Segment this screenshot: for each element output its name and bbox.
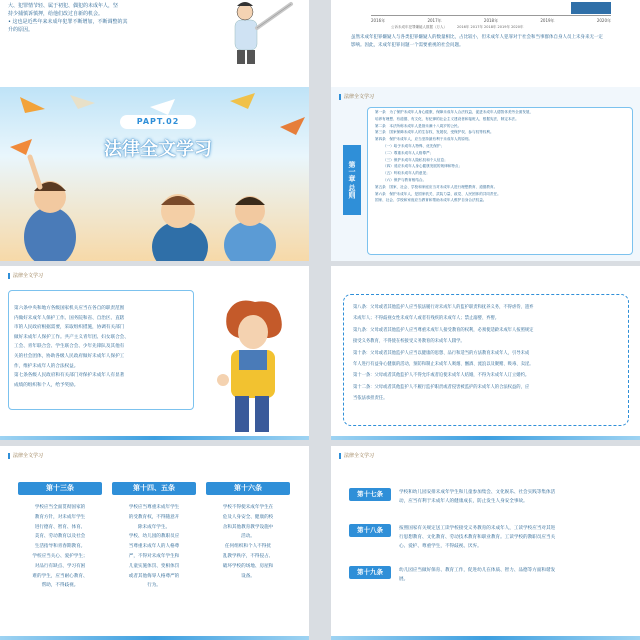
column-line: 生活指导和青春期教育。: [34, 544, 86, 550]
slide-articles-6-7: [0, 266, 309, 440]
slide-footer-bar: [331, 436, 640, 440]
slide-section-title: [0, 87, 309, 261]
boy-with-bat-illustration: [195, 0, 295, 70]
chapter-line: （二）尊重未成年人人格尊严；: [383, 150, 434, 155]
article-line: 第七条各级人民政府和有关部门对保护未成年人有显著: [14, 373, 125, 379]
article-line: 工会、青年联合会、学生联合会、少年先锋队及其他有: [14, 344, 125, 350]
header-accent: [339, 453, 341, 459]
column-line: 任何组织和个人不得扰: [225, 544, 271, 550]
slide1-line: 升的原因。: [8, 27, 34, 33]
article-text: [399, 524, 555, 551]
x-label: 2020年: [596, 18, 611, 23]
article-tag: 第十八条: [349, 524, 391, 537]
column-line: 舍和其他教育教学设施中: [222, 524, 274, 530]
column-line: 美育、劳动教育以及社会: [34, 534, 86, 540]
article-line: 第八条：父母或者其他监护人应当依法履行对未成年人的监护职责和抚养义务，不得虐待、遗弃: [353, 305, 534, 310]
column-line: 除未成年学生。: [137, 524, 171, 530]
article-tag: 第十四、五条: [112, 482, 196, 495]
x-label: 2018年: [483, 18, 499, 23]
header-text: 法律全文学习: [13, 453, 44, 459]
slide1-line: • 这也是近些年来未成年犯罪不断增加，不断调整的其: [8, 19, 128, 25]
article-line: 幼儿园应当做好保育、教育工作，促进幼儿在体质、智力、品德等方面和谐发: [399, 568, 556, 573]
chart-legend: [391, 25, 524, 30]
column-line: 帮助，不得歧视。: [41, 583, 79, 589]
article-tag: 第十六条: [206, 482, 290, 495]
article-line: 接受义务教育，不得使在校接受义务教育的未成年人辍学。: [353, 339, 465, 345]
article-row: [349, 524, 629, 551]
slide-chapter-one: [331, 87, 640, 261]
article-column: [18, 482, 102, 591]
article-tag: 第十九条: [349, 566, 391, 579]
article-text: [399, 566, 555, 584]
x-label: 2016年: [371, 18, 386, 23]
caption-line: 虽然未成年犯罪嫌疑人与各类犯罪嫌疑人的数量相比，占比较小，但未成年人犯罪对于社会和当事群体自身人员上未身来无一定: [351, 35, 603, 40]
article-line: 心、爱护、尊重学生，不得歧视、厌弃。: [399, 544, 482, 549]
chapter-line: 第二条 本法所称未成年人是指未满十八周岁的公民。: [375, 123, 462, 128]
chapter-line: （五）听取未成年人的意见；: [383, 171, 430, 176]
slide-header: [339, 93, 374, 100]
article-line: 学校和幼儿园安排未成年学生和儿童参加集会、文化娱乐、社会实践等集体活: [399, 490, 556, 495]
article-line: 展。: [399, 577, 409, 582]
article-row: [349, 566, 629, 584]
article-tag: 第十七条: [349, 488, 391, 501]
column-line: 活动。: [241, 534, 255, 540]
chart-caption: [351, 34, 621, 50]
article-column: [206, 482, 290, 581]
article-line: 当依法承担责任。: [353, 396, 388, 402]
kids-flying-planes-illustration: [0, 87, 309, 261]
x-label: 2017年: [427, 18, 442, 23]
article-line: 作，维护未成年人的合法权益。: [14, 363, 79, 369]
column-line: 当尊重未成年人的人格尊: [128, 544, 180, 550]
column-line: 学校应当关心、爱护学生；: [32, 553, 88, 559]
column-line: 难的学生，应当耐心教育、: [32, 573, 88, 579]
article-line: 第十条：父母或者其他监护人应当以健康的思想、品行和适当的方法教育未成年人，引导未成: [353, 350, 530, 356]
header-text: 法律全文学习: [344, 453, 375, 459]
column-line: 严，不得对未成年学生和: [128, 553, 180, 559]
header-accent: [8, 453, 10, 459]
column-line: 对品行有缺点、学习有困: [34, 563, 86, 569]
article-line: 市的人民政府根据需要，采取组织措施，协调有关部门: [14, 325, 125, 331]
slide-footer-bar: [331, 636, 640, 640]
article-line: 按照国家有关规定送工读学校接受义务教育的未成年人，工读学校应当对其进: [399, 526, 556, 531]
article-line: 第十一条：父母或者其他监护人不得允许或者迫使未成年人结婚，不得为未成年人订立婚约。: [353, 373, 530, 379]
slide-header: [8, 272, 43, 279]
chapter-body: [375, 109, 629, 204]
chapter-line: （四）适应未成年人身心健康发展的规律和特点；: [383, 164, 463, 169]
slide-articles-17-19: [331, 446, 640, 640]
chapter-line: （三）保护未成年人隐私权和个人信息；: [383, 157, 448, 162]
column-line: 乱教学秩序，不得侵占、: [222, 553, 274, 559]
legend-item: 公诉未成年犯罪嫌疑人数据（万人）: [391, 25, 447, 29]
article-line: 第六条中央和地方各级国家机关应当在各自的职责范围: [14, 306, 125, 311]
chapter-line: （一）给予未成年人特殊、优先保护；: [383, 143, 445, 148]
x-label: 2019年: [540, 18, 555, 23]
slide-articles-13-16: [0, 446, 309, 640]
article-line: 做好未成年人保护工作。共产主义青年团、妇女联合会、: [14, 334, 129, 340]
column-line: 学校不得使未成年学生在: [222, 505, 274, 510]
chapter-line: 国家、社会、学校和家庭应当教育和帮助未成年人维护自身合法权益。: [375, 198, 487, 203]
chapter-line: 第三条 国家保障未成年人的生存权、发展权、受保护权、参与权等权利。: [375, 130, 494, 135]
column-line: 的受教育权，不得随意开: [128, 514, 180, 520]
slide-header: [339, 452, 374, 459]
column-line: 设备。: [241, 573, 255, 579]
article-line: 成绩的组织和个人，给予奖励。: [14, 382, 79, 388]
chapter-line: 第一条 为了保护未成年人身心健康，保障未成年人合法权益，促进未成年人德智体美劳全面发展，: [375, 110, 534, 114]
slide1-line: 大、犯罪情节轻、属于初犯、偶犯的未成年人，坚: [8, 3, 119, 9]
chapter-line: 第四条 保护未成年人，应当坚持最有利于未成年人的原则。: [375, 137, 473, 142]
slide1-line: 持少捕慎诉慎押，给他们改过自新的机会。: [8, 11, 104, 17]
articles-body: [14, 304, 194, 390]
article-line: 关的社会团体，协助各级人民政府做好未成年人保护工: [14, 353, 125, 359]
column-line: 儿童实施体罚、变相体罚: [128, 563, 180, 569]
article-column: [112, 482, 196, 591]
article-line: 行思想教育、文化教育、劳动技术教育和职业教育。工读学校的教职员应当关: [399, 535, 556, 540]
slide-footer-bar: [0, 636, 309, 640]
header-text: 法律全文学习: [13, 273, 44, 279]
chart-bar: [571, 2, 611, 14]
caption-line: 影响。因此，未成年犯罪问题一个需要重视的社会问题。: [351, 43, 464, 48]
article-text: [18, 503, 102, 591]
article-line: 第九条：父母或者其他监护人应当尊重未成年人接受教育的权利，必须使适龄未成年人按照规定: [353, 327, 534, 333]
article-line: 年人进行有益身心健康的活动，预防和制止未成年人吸烟、酗酒、流浪以及聚赌、吸毒、卖淫。: [353, 362, 534, 368]
column-line: 破坏学校的场地、房屋和: [222, 563, 274, 569]
article-row: [349, 488, 629, 506]
column-line: 教育方针，对未成年学生: [34, 514, 86, 520]
slide1-text: [8, 2, 188, 34]
article-line: 第十二条：父母或者其他监护人不履行监护职责或者侵害被监护的未成年人的合法权益的，应: [353, 384, 530, 390]
slide-footer-bar: [0, 436, 309, 440]
column-line: 学校应当尊重未成年学生: [128, 505, 180, 510]
column-line: 学校应当全面贯彻国家的: [34, 505, 86, 510]
chapter-line: （六）保护与教育相结合。: [383, 177, 427, 182]
article-line: 内做好未成年人保护工作。国务院和省、自治区、直辖: [14, 315, 125, 321]
header-accent: [8, 273, 10, 279]
article-text: [112, 503, 196, 591]
slide-articles-8-12: [331, 266, 640, 440]
chart-x-labels: [371, 18, 611, 24]
column-line: 或者其他侮辱人格尊严的: [128, 573, 180, 579]
column-line: 行为。: [147, 583, 161, 589]
column-line: 危及人身安全、健康的校: [222, 514, 274, 520]
slide-header: [8, 452, 43, 459]
student-thinking-illustration: [205, 296, 300, 436]
chapter-line: 第五条 国家、社会、学校和家庭应当对未成年人进行理想教育、道德教育。: [375, 184, 498, 189]
article-tag: 第十三条: [18, 482, 102, 495]
column-line: 学校、幼儿园的教职员应: [128, 534, 180, 540]
header-text: 法律全文学习: [344, 94, 375, 100]
article-text: [399, 488, 555, 506]
chapter-line: 第六条 保护未成年人，是国家机关、武装力量、政党、人民团体的共同责任。: [375, 191, 501, 196]
chapter-tag: 第一章 总则: [343, 145, 361, 215]
section-badge: PAPT.02: [120, 115, 196, 129]
section-title: 法律全文学习: [104, 139, 212, 160]
articles-body: [353, 302, 623, 405]
article-line: 未成年人；不得歧视女性未成年人或者有残疾的未成年人；禁止溺婴、弃婴。: [353, 316, 500, 322]
chapter-line: 培养有理想、有道德、有文化、有纪律的社会主义建设者和接班人，根据宪法，制定本法。: [375, 116, 519, 121]
header-accent: [339, 94, 341, 100]
chart-axis-area: [371, 2, 611, 16]
article-text: [206, 503, 290, 581]
legend-item: 2016年 2017年 2018年 2019年 2020年: [457, 25, 524, 29]
article-line: 动，应当有利于未成年人的健康成长，防止发生人身安全事故。: [399, 499, 528, 504]
column-line: 进行德育、智育、体育、: [34, 524, 86, 530]
